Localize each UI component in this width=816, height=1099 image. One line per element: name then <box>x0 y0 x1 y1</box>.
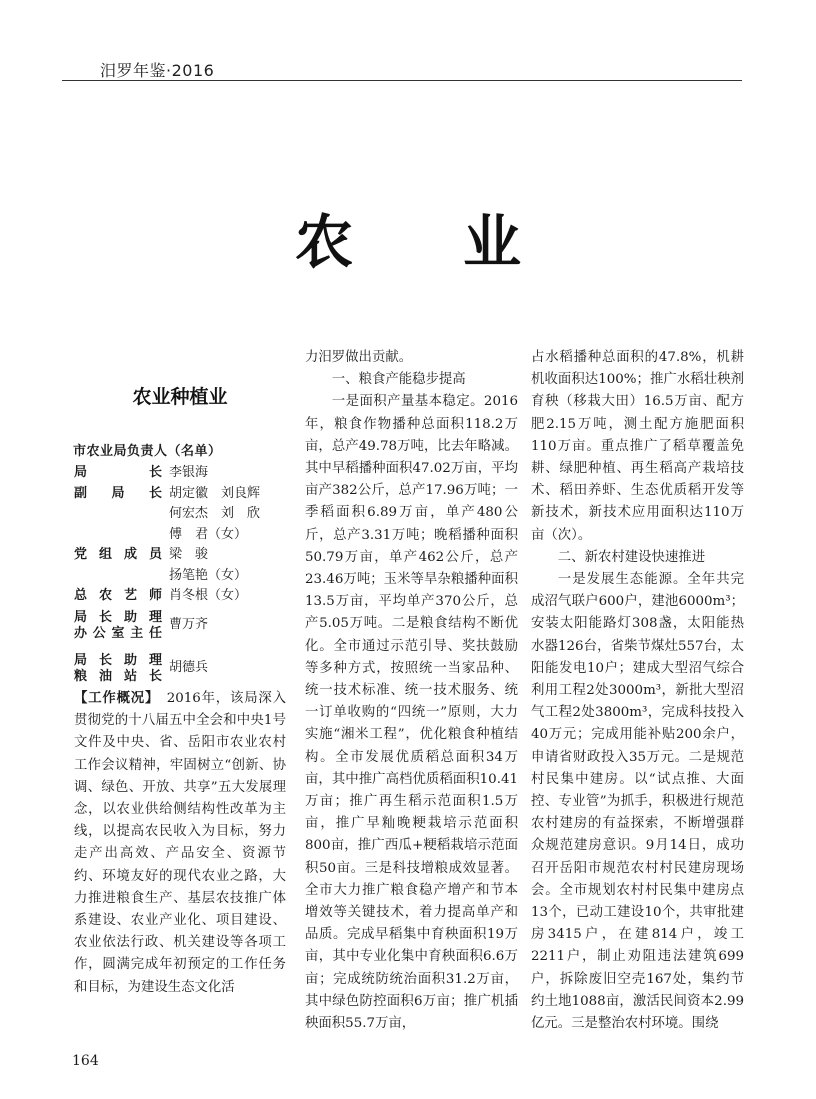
header-rule <box>62 80 742 81</box>
heading-new-countryside: 二、新农村建设快速推进 <box>557 549 706 565</box>
roster-row <box>74 586 289 607</box>
roster-name: 扬笔艳（女） <box>169 567 248 583</box>
roster-heading: 市农业局负责人（名单） <box>73 444 222 459</box>
roster-name: 曹万齐 <box>169 616 209 632</box>
roster-row <box>74 609 289 642</box>
roster-row <box>74 652 289 685</box>
grain-paragraph: 一是面积产量基本稳定。2016年，粮食作物播种总面积118.2万亩，总产49.78万吨，比去年略减。其中早稻播种面积47.02万亩，平均亩产382公斤，总产17.96万吨；一季稻面积6.89万亩，单产480公斤，总产3.31万吨；晚稻播种面积50.79万亩，单产462公斤，总产23.46万吨；玉米等旱杂粮播种面积13.5万亩，平均单产370公斤，总产5.05万吨。二是粮食结构不断优化。全市通过示范引导、奖扶鼓励等多种方式，按照统一当家品种、统一技术标准、统一技术服务、统一订单收购的“四统一”原则，大力实施“湘米工程”，优化粮食种植结构。全市发展优质稻总面积34万亩，其中推广高档优质稻面积10.41万亩；推广再生稻示范面积1.5万亩，推广早籼晚粳栽培示范面积800亩，推广西瓜+粳稻栽培示范面积50亩。三是科技增粮成效显著。全市大力推广粮食稳产增产和节本增效等关键技术，着力提高单产和品质。完成早稻集中育秧面积19万亩，其中专业化集中育秧面积6.6万亩；完成统防统治面积31.2万亩，其中绿色防控面积6万亩；推广机插秧面积55.7万亩， <box>305 394 518 1032</box>
roster-list <box>74 463 289 685</box>
overview-text: 2016年，该局深入贯彻党的十八届五中全会和中央1号文件及中央、省、岳阳市农业农村工作会议精神，牢固树立“创新、协调、绿色、开放、共享”五大发展理念，以农业供给侧结构性改革为主线，以提高农民收入为目标，努力走产出高效、产品安全、资源节约、环境友好的现代农业之路，大力推进粮食生产、基层农技推广体系建设、农业产业化、项目建设、农业依法行政、机关建设等各项工作，圆满完成年初预定的工作任务和目标，为建设生态文化活 <box>74 691 287 995</box>
roster-names <box>162 545 289 586</box>
column-2-text <box>305 347 518 1035</box>
column-3-text <box>531 347 744 1035</box>
roster-name: 何宏杰 刘 欣 <box>169 506 261 521</box>
page-number: 164 <box>72 1053 99 1069</box>
roster-label-line: 局 长 助 理 <box>74 652 162 668</box>
section-title: 农业种植业 <box>132 386 228 408</box>
running-head: 汨罗年鉴·2016 <box>100 61 215 80</box>
heading-grain-capacity: 一、粮食产能稳步提高 <box>331 372 466 388</box>
roster-names <box>162 463 289 484</box>
continuation-text: 力汨罗做出贡献。 <box>305 350 413 365</box>
roster-label-line: 局 长 助 理 <box>74 609 162 625</box>
overview-paragraph <box>74 688 286 999</box>
roster-label: 党 组 成 员 <box>74 547 162 562</box>
overview-label: 【工作概况】 <box>74 691 153 706</box>
column-1-text <box>74 688 286 999</box>
grain-paragraph-continued: 占水稻播种总面积的47.8%，机耕机收面积达100%；推广水稻壮秧剂育秧（移栽大田）16.5万亩、配方肥2.15万吨，测土配方施肥面积110万亩。重点推广了稻草覆盖免耕、绿肥种植、再生稻高产栽培技术、稻田养虾、生态优质稻开发等新技术，新技术应用面积达110万亩（次）。 <box>531 350 744 543</box>
roster-row <box>74 545 289 586</box>
roster-label: 总 农 艺 师 <box>74 588 162 603</box>
roster-row <box>74 484 289 546</box>
roster-label-line: 粮 油 站 长 <box>74 668 162 684</box>
roster-name: 肖冬根（女） <box>169 588 248 603</box>
roster-names <box>162 652 289 679</box>
roster-names <box>162 609 289 636</box>
roster-label <box>74 609 162 642</box>
roster-name: 胡定徽 刘良辉 <box>169 485 261 501</box>
roster-name: 梁 骏 <box>169 547 209 562</box>
chapter-title: 农业 <box>294 208 631 276</box>
roster-label-line: 办 公 室 主 任 <box>74 625 162 641</box>
roster-label: 局 长 <box>74 465 162 480</box>
roster-label <box>74 652 162 685</box>
roster-name: 胡德兵 <box>169 659 209 675</box>
roster-label: 副 局 长 <box>74 485 162 501</box>
roster-row <box>74 463 289 484</box>
countryside-paragraph: 一是发展生态能源。全年共完成沼气联户600户，建池6000m³；安装太阳能路灯308盏，太阳能热水器126台，省柴节煤灶557台，太阳能发电10户；建成大型沼气综合利用工程2处3000m³，新批大型沼气工程2处3800m³，完成科技投入40万元；完成用能补贴200余户，申请省财政投入35万元。二是规范村民集中建房。以“试点推、大面控、专业管”为抓手，积极进行规范农村建房的有益探索，不断增强群众规范建房意识。9月14日，成功召开岳阳市规范农村村民建房现场会。全市规划农村村民集中建房点13个，已动工建设10个，共审批建房3415户，在建814户，竣工2211户，制止劝阻违法建筑699户，拆除废旧空壳167处，集约节约土地1088亩，激活民间资本2.99亿元。三是整治农村环境。围绕 <box>531 572 744 1032</box>
roster-name: 傅 君（女） <box>169 526 248 542</box>
roster-names <box>162 484 289 546</box>
roster-name: 李银海 <box>169 465 209 480</box>
roster-names <box>162 586 289 607</box>
